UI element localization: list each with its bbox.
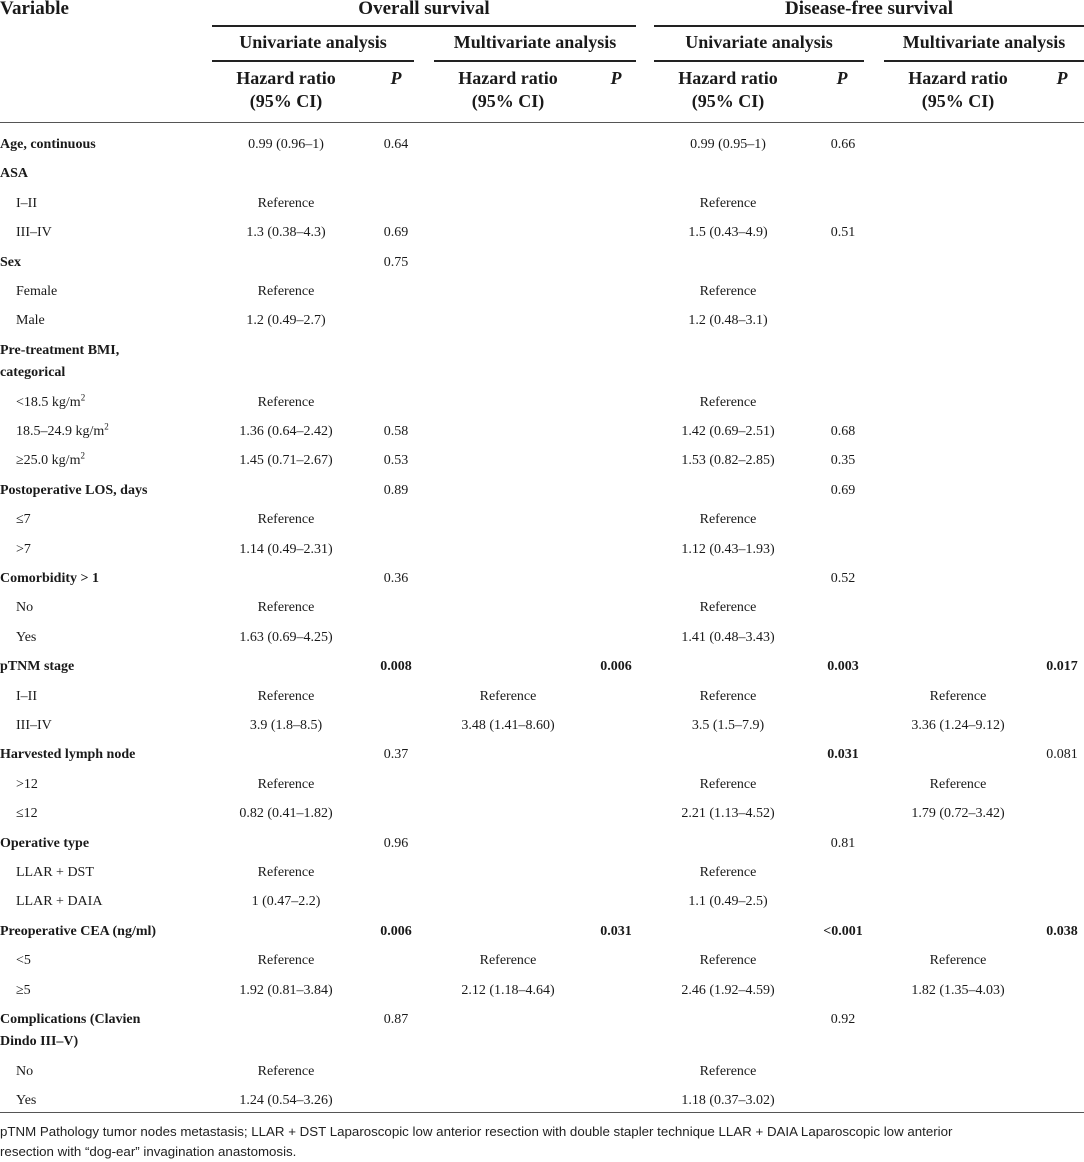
row-label: pTNM stage — [0, 659, 75, 675]
hazard-ratio-cell: 1.1 (0.49–2.5) — [688, 894, 768, 910]
hazard-ratio-cell: Reference — [257, 688, 315, 704]
hazard-ratio-cell: 1.42 (0.69–2.51) — [681, 424, 775, 439]
hazard-ratio-cell: 1.18 (0.37–3.02) — [681, 1093, 775, 1109]
row-sublabel: >7 — [16, 541, 31, 557]
p-value-cell: 0.81 — [830, 835, 856, 851]
overall-survival-header: Overall survival — [358, 0, 490, 19]
hazard-ratio-cell: Reference — [257, 776, 315, 792]
hazard-ratio-cell: Reference — [699, 195, 757, 211]
dfs-group-rule — [654, 25, 1084, 27]
row-label: Age, continuous — [0, 137, 96, 152]
hazard-ratio-cell: 1.24 (0.54–3.26) — [239, 1093, 333, 1109]
row-sublabel: I–II — [16, 195, 37, 211]
hazard-ratio-cell: Reference — [699, 953, 757, 969]
hazard-ratio-cell: Reference — [699, 1063, 757, 1079]
hazard-ratio-cell: 1.92 (0.81–3.84) — [239, 982, 333, 998]
hazard-ratio-cell: 3.9 (1.8–8.5) — [249, 718, 323, 733]
hazard-ratio-cell: Reference — [257, 600, 315, 616]
p-value-cell: 0.081 — [1046, 747, 1078, 763]
dfs-uni-p-header: P — [836, 68, 848, 88]
row-sublabel: III–IV — [16, 718, 52, 733]
hazard-ratio-cell: Reference — [929, 776, 987, 792]
row-label: Operative type — [0, 835, 90, 851]
hazard-ratio-cell: 1.2 (0.48–3.1) — [688, 313, 768, 329]
row-label: Pre-treatment BMI, categorical — [0, 342, 120, 380]
row-sublabel: No — [16, 600, 34, 616]
hazard-ratio-cell: Reference — [699, 512, 757, 528]
dfs-uni-rule — [654, 60, 864, 62]
row-sublabel: ≤12 — [16, 806, 38, 822]
p-value-cell: 0.031 — [827, 747, 859, 763]
p-value-cell: 0.017 — [1046, 659, 1078, 675]
dfs-multivariate-header: Multivariate analysis — [902, 32, 1066, 52]
os-multi-rule — [434, 60, 636, 62]
row-sublabel: Male — [16, 313, 45, 329]
p-value-cell: 0.35 — [830, 453, 856, 469]
hazard-ratio-cell: Reference — [699, 688, 757, 704]
p-value-cell: 0.87 — [383, 1012, 409, 1027]
row-label: ASA — [0, 166, 29, 182]
dfs-multi-p-header: P — [1056, 68, 1068, 88]
hazard-ratio-cell: Reference — [257, 865, 315, 880]
row-label: Preoperative CEA (ng/ml) — [0, 923, 157, 939]
hazard-ratio-cell: 1.82 (1.35–4.03) — [911, 982, 1005, 998]
dfs-uni-hr-header: Hazard ratio (95% CI) — [678, 68, 778, 111]
hazard-ratio-cell: 1.14 (0.49–2.31) — [239, 541, 333, 557]
p-value-cell: 0.66 — [830, 137, 856, 152]
p-value-cell: 0.68 — [830, 424, 856, 439]
hazard-ratio-cell: 1.2 (0.49–2.7) — [246, 313, 326, 329]
p-value-cell: 0.003 — [827, 659, 859, 675]
row-sublabel: ≤7 — [16, 512, 31, 528]
os-uni-hr-header: Hazard ratio (95% CI) — [236, 68, 336, 111]
row-label: Complications (Clavien Dindo III–V) — [0, 1012, 141, 1049]
os-multivariate-header: Multivariate analysis — [453, 32, 617, 52]
variable-header: Variable — [0, 0, 69, 19]
hazard-ratio-cell: Reference — [479, 953, 537, 969]
row-sublabel: No — [16, 1063, 34, 1079]
p-value-cell: 0.96 — [383, 835, 409, 851]
row-sublabel: <5 — [16, 953, 31, 969]
hazard-ratio-cell: 1.12 (0.43–1.93) — [681, 541, 775, 557]
p-value-cell: <0.001 — [823, 923, 863, 939]
footnote-line-2: resection with “dog-ear” invagination anastomosis. — [0, 1144, 297, 1159]
hazard-ratio-cell: 0.82 (0.41–1.82) — [239, 806, 333, 822]
p-value-cell: 0.92 — [830, 1012, 856, 1027]
hazard-ratio-cell: Reference — [699, 600, 757, 616]
hazard-ratio-cell: Reference — [929, 688, 987, 704]
hazard-ratio-cell: 1.3 (0.38–4.3) — [246, 225, 326, 241]
row-sublabel: III–IV — [16, 225, 52, 241]
p-value-cell: 0.89 — [383, 482, 409, 498]
hazard-ratio-cell: 3.5 (1.5–7.9) — [691, 718, 765, 733]
os-multi-p-header: P — [610, 68, 622, 88]
hazard-ratio-cell: Reference — [257, 512, 315, 528]
p-value-cell: 0.006 — [380, 923, 412, 939]
hazard-ratio-cell: Reference — [257, 394, 315, 410]
p-value-cell: 0.006 — [600, 659, 632, 675]
row-label: Comorbidity > 1 — [0, 571, 99, 586]
hazard-ratio-cell: Reference — [257, 953, 315, 969]
hazard-ratio-cell: 2.12 (1.18–4.64) — [461, 982, 555, 998]
disease-free-survival-header: Disease-free survival — [785, 0, 953, 19]
p-value-cell: 0.36 — [383, 571, 409, 586]
hazard-ratio-cell: 1.53 (0.82–2.85) — [681, 453, 775, 469]
dfs-univariate-header: Univariate analysis — [685, 32, 833, 52]
footnote-line-1: pTNM Pathology tumor nodes metastasis; LLAR + DST Laparoscopic low anterior resection with double stapler technique LLAR + DAIA Laparoscopic low anterior — [0, 1124, 953, 1139]
os-multi-hr-header: Hazard ratio (95% CI) — [458, 68, 558, 111]
p-value-cell: 0.58 — [383, 424, 409, 439]
hazard-ratio-cell: 1.45 (0.71–2.67) — [239, 453, 333, 469]
hazard-ratio-cell: Reference — [257, 284, 315, 299]
os-uni-p-header: P — [390, 68, 402, 88]
p-value-cell: 0.008 — [380, 659, 412, 675]
row-sublabel: >12 — [16, 776, 38, 792]
hazard-ratio-cell: 2.21 (1.13–4.52) — [681, 806, 775, 822]
p-value-cell: 0.75 — [383, 254, 409, 270]
p-value-cell: 0.031 — [600, 923, 632, 939]
row-sublabel: LLAR + DAIA — [16, 894, 103, 910]
hazard-ratio-cell: 1.63 (0.69–4.25) — [239, 629, 333, 645]
hazard-ratio-cell: Reference — [257, 1063, 315, 1079]
row-sublabel: <18.5 $kg/m^2$ — [16, 391, 86, 410]
dfs-multi-rule — [884, 60, 1084, 62]
os-uni-rule — [212, 60, 414, 62]
hazard-ratio-cell: Reference — [699, 865, 757, 880]
os-univariate-header: Univariate analysis — [239, 32, 387, 52]
p-value-cell: 0.51 — [830, 225, 856, 241]
hazard-ratio-cell: 1.79 (0.72–3.42) — [911, 806, 1005, 822]
row-label: Postoperative LOS, days — [0, 482, 148, 498]
row-label: Sex — [0, 254, 21, 270]
dfs-multi-hr-header: Hazard ratio (95% CI) — [908, 68, 1008, 111]
hazard-ratio-cell: 1.5 (0.43–4.9) — [688, 225, 768, 241]
p-value-cell: 0.64 — [383, 137, 409, 152]
row-sublabel: Yes — [16, 1093, 37, 1109]
row-sublabel: Yes — [16, 629, 37, 645]
p-value-cell: 0.37 — [383, 747, 409, 763]
p-value-cell: 0.69 — [830, 482, 856, 498]
os-group-rule — [212, 25, 636, 27]
p-value-cell: 0.53 — [383, 453, 409, 469]
hazard-ratio-cell: Reference — [257, 195, 315, 211]
hazard-ratio-cell: 3.36 (1.24–9.12) — [911, 718, 1005, 733]
hazard-ratio-cell: 1.36 (0.64–2.42) — [239, 424, 333, 439]
row-sublabel: ≥5 — [16, 982, 31, 998]
row-sublabel: ≥25.0 $kg/m^2$ — [16, 450, 85, 469]
row-sublabel: Female — [16, 284, 58, 299]
hazard-ratio-cell: 1 (0.47–2.2) — [251, 894, 321, 910]
row-sublabel: 18.5–24.9 $kg/m^2$ — [16, 421, 109, 439]
p-value-cell: 0.69 — [383, 225, 409, 241]
footnote — [0, 1122, 1084, 1162]
hazard-ratio-cell: 3.48 (1.41–8.60) — [461, 718, 555, 733]
p-value-cell: 0.038 — [1046, 923, 1078, 939]
p-value-cell: 0.52 — [830, 571, 856, 586]
hazard-ratio-cell: 0.99 (0.95–1) — [690, 137, 766, 152]
hazard-ratio-cell: Reference — [699, 776, 757, 792]
hazard-ratio-cell: 0.99 (0.96–1) — [248, 137, 324, 152]
header-bottom-rule — [0, 122, 1084, 123]
hazard-ratio-cell: 2.46 (1.92–4.59) — [681, 982, 775, 998]
hazard-ratio-cell: Reference — [479, 688, 537, 704]
hazard-ratio-cell: 1.41 (0.48–3.43) — [681, 629, 775, 645]
hazard-ratio-cell: Reference — [699, 284, 757, 299]
row-sublabel: I–II — [16, 688, 37, 704]
hazard-ratio-cell: Reference — [699, 394, 757, 410]
row-sublabel: LLAR + DST — [16, 865, 94, 880]
row-label: Harvested lymph node — [0, 747, 136, 763]
hazard-ratio-cell: Reference — [929, 953, 987, 969]
table-bottom-rule — [0, 1112, 1084, 1113]
